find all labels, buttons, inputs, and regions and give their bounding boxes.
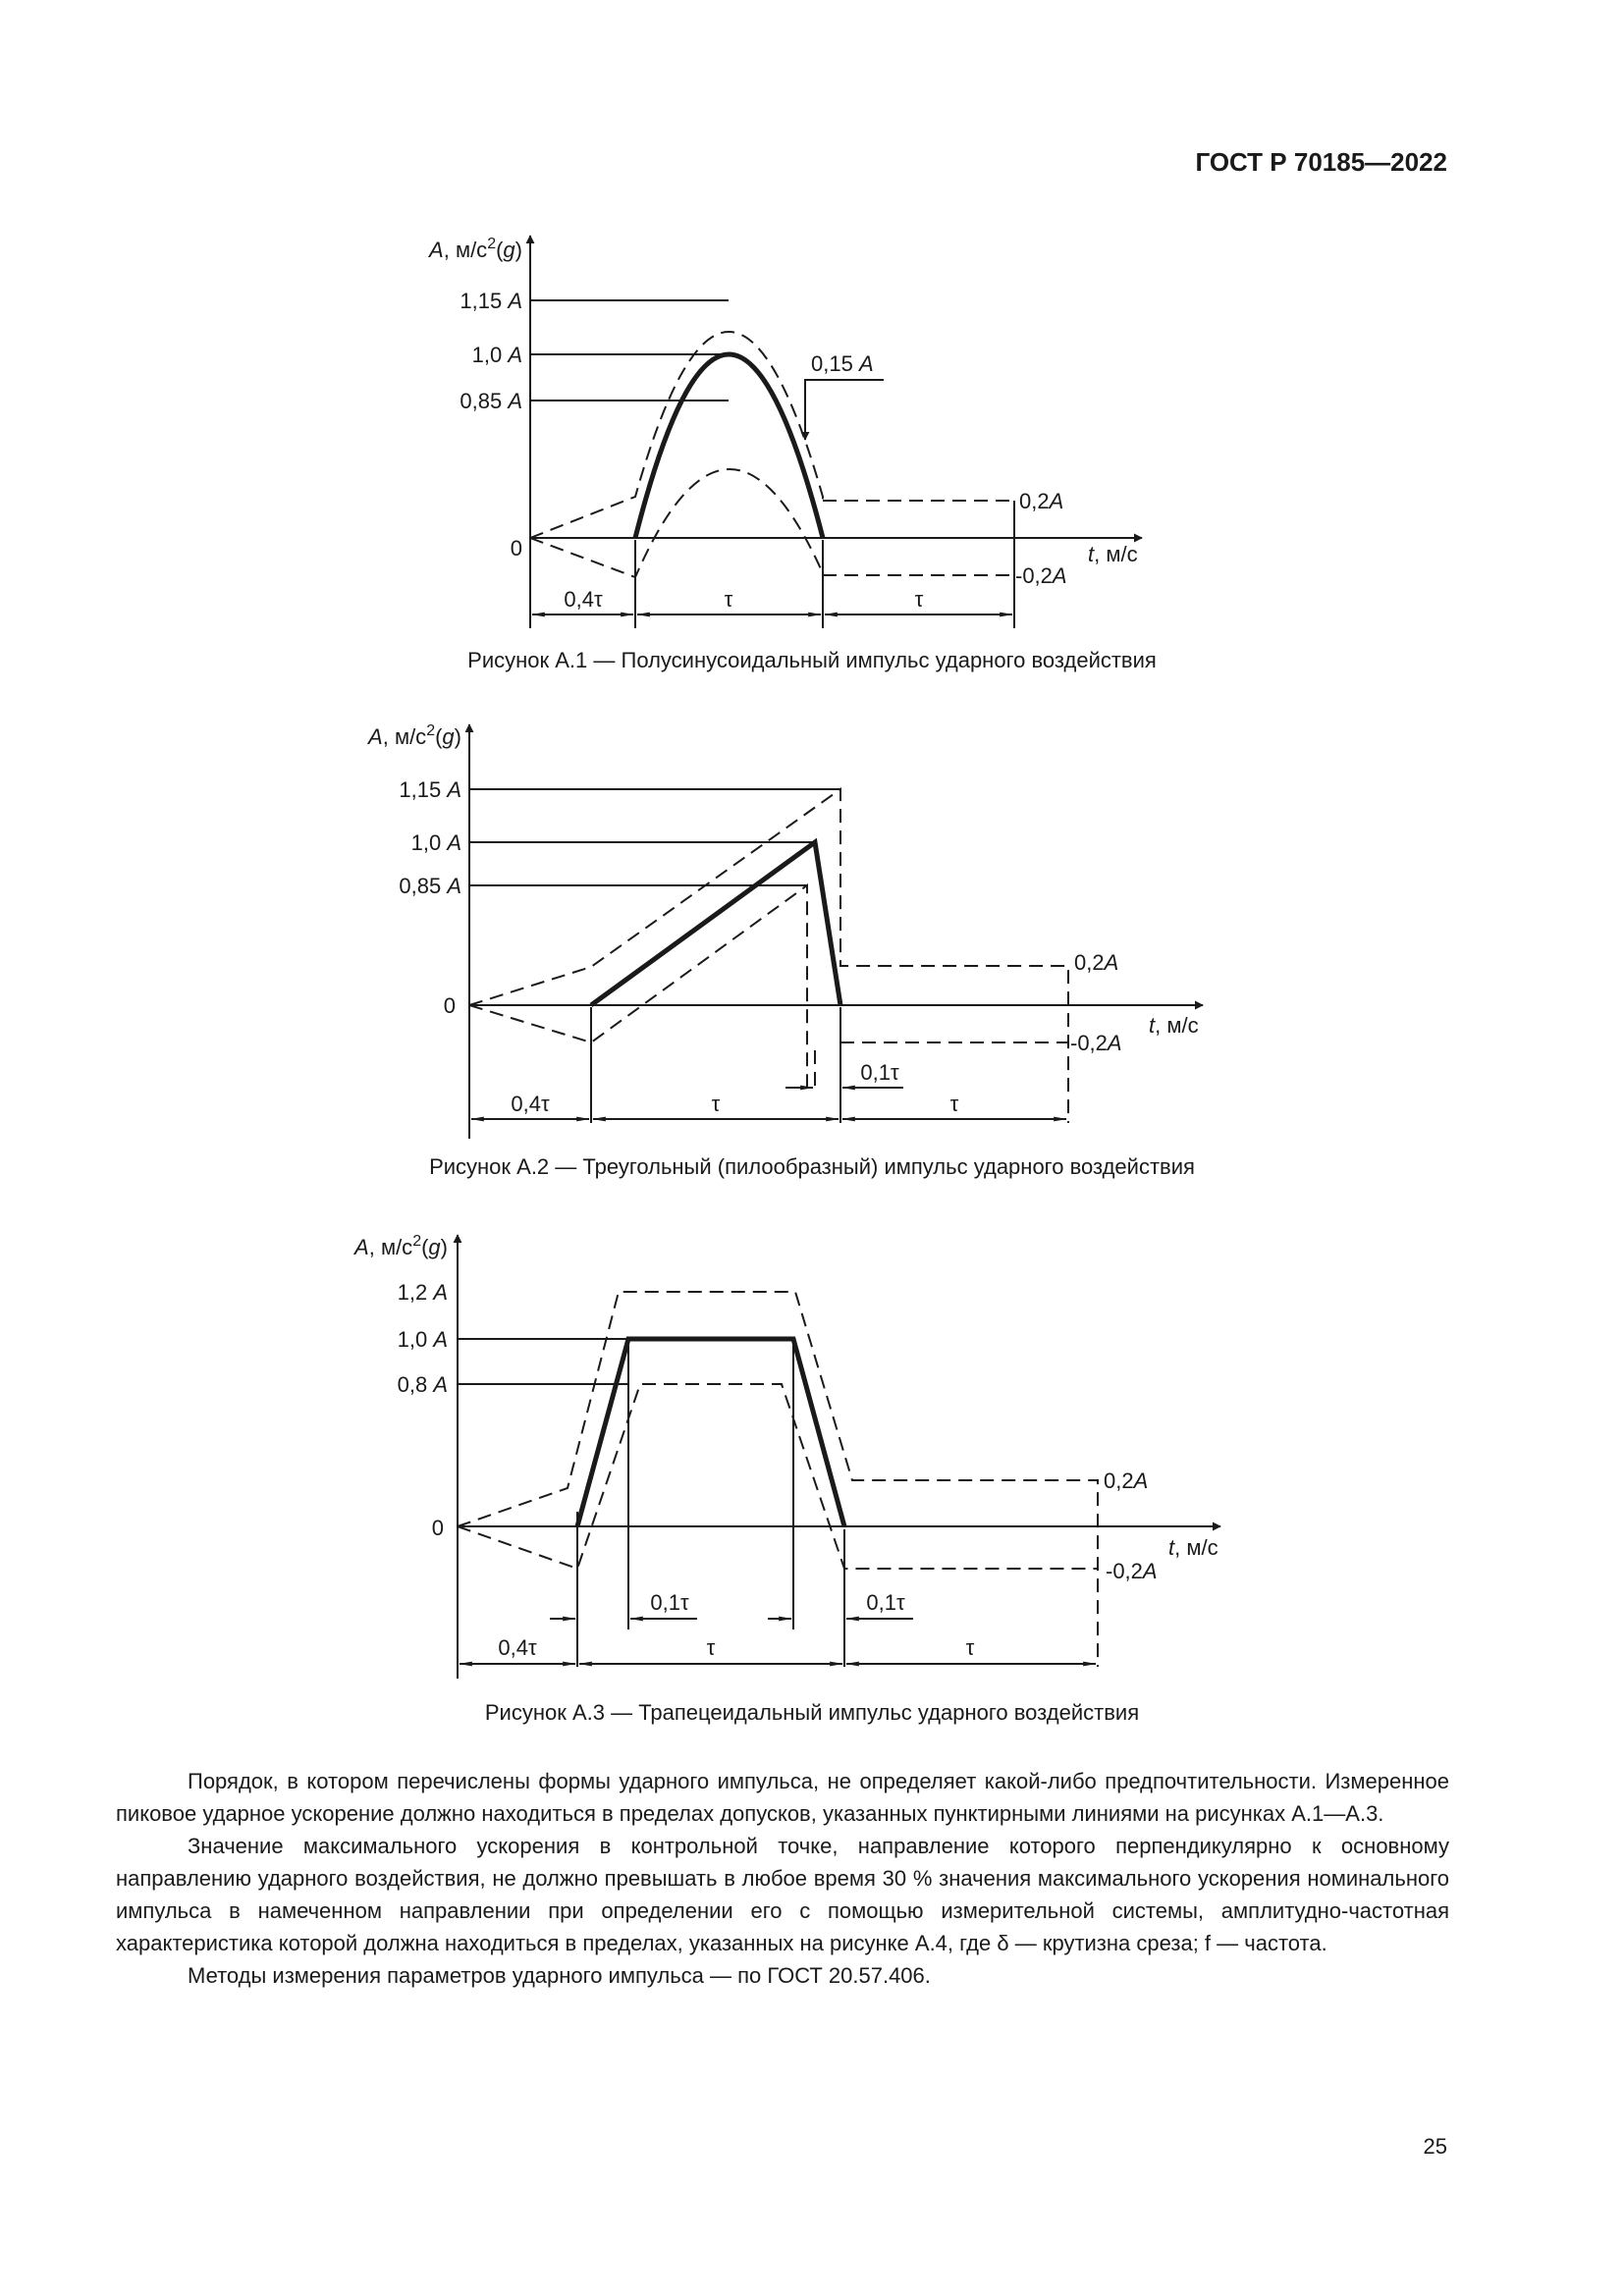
paragraph: Значение максимального ускорения в контрольной точке, направление которого перпендикулярно к основному направлению ударного воздействия, не должно превышать в любое время 30 % значения максимального ускорения номинального импульса в намеченном направлении при определении его с помощью измерительной системы, амплитудно-частотная характеристика которой должна находиться в пределах, указанных на рисунке А.4, где δ — крутизна среза; f — частота. xyxy=(116,1834,1449,1955)
figure-a2-caption: Рисунок А.2 — Треугольный (пилообразный) импульс ударного воздействия xyxy=(429,1154,1195,1179)
level-label: 1,2 A xyxy=(397,1280,448,1305)
nominal-pulse xyxy=(635,354,823,538)
body-text xyxy=(116,1765,1449,1992)
level-label: 1,15 A xyxy=(399,777,461,802)
x-axis-label: t, м/с xyxy=(1149,1013,1199,1038)
dim-label: 0,1τ xyxy=(866,1590,905,1615)
level-label: 0,85 A xyxy=(399,874,461,898)
dim-label: 0,4τ xyxy=(511,1092,550,1116)
level-label: 1,0 A xyxy=(397,1327,448,1352)
x-axis-label: t, м/с xyxy=(1088,542,1138,566)
page-number: 25 xyxy=(1423,2134,1447,2159)
x-axis-label: t, м/с xyxy=(1168,1535,1218,1560)
dim-label: τ xyxy=(965,1635,975,1660)
dim-label: 0,1τ xyxy=(860,1060,899,1085)
tolerance-envelope xyxy=(469,789,1068,1123)
callout-label: 0,15 A xyxy=(811,351,874,376)
figure-a3-graphic xyxy=(0,1217,1624,1688)
dim-label: τ xyxy=(914,587,924,612)
level-label: 1,0 A xyxy=(471,343,522,367)
paragraph: Методы измерения параметров ударного импульса — по ГОСТ 20.57.406. xyxy=(188,1963,931,1988)
y-axis-label: A, $м/с^2(g)$ xyxy=(429,236,522,262)
level-label: 1,15 A xyxy=(460,289,522,313)
figure-a2-graphic xyxy=(0,707,1624,1139)
zero-label: 0 xyxy=(431,1516,444,1540)
level-label: 1,0 A xyxy=(410,830,461,855)
dim-label: τ xyxy=(724,587,733,612)
pos-tolerance-label: 0,2A xyxy=(1019,489,1064,513)
dim-label: 0,1τ xyxy=(650,1590,689,1615)
callout-leader xyxy=(805,380,884,440)
neg-tolerance-label: -0,2A xyxy=(1106,1559,1158,1583)
tolerance-envelope xyxy=(458,1292,1098,1667)
dim-label: τ xyxy=(706,1635,716,1660)
pos-tolerance-label: 0,2A xyxy=(1104,1468,1149,1493)
figure-a2 xyxy=(0,707,1624,1139)
paragraph: Порядок, в котором перечислены формы ударного импульса, не определяет какой-либо предпочтительности. Измеренное пиковое ударное ускорение должно находиться в пределах допусков, указанных пунктирными линиями на рисунках А.1—А.3. xyxy=(116,1769,1449,1826)
pos-tolerance-label: 0,2A xyxy=(1074,950,1119,975)
dim-label: 0,4τ xyxy=(564,587,603,612)
dim-label: τ xyxy=(949,1092,959,1116)
zero-label: 0 xyxy=(443,993,456,1018)
figure-a1 xyxy=(0,216,1624,648)
neg-tolerance-label: -0,2A xyxy=(1015,563,1067,588)
figure-a1-caption: Рисунок А.1 — Полусинусоидальный импульс ударного воздействия xyxy=(467,648,1157,672)
figure-a3-caption: Рисунок А.3 — Трапецеидальный импульс ударного воздействия xyxy=(484,1700,1140,1725)
figure-a3 xyxy=(0,1217,1624,1688)
y-axis-label: A, $м/с^2(g)$ xyxy=(368,722,461,749)
tolerance-envelope xyxy=(530,332,1014,577)
dim-label: 0,4τ xyxy=(498,1635,537,1660)
document-id: ГОСТ Р 70185—2022 xyxy=(1195,147,1447,177)
zero-label: 0 xyxy=(510,536,522,561)
figure-a1-graphic xyxy=(0,216,1624,648)
nominal-pulse xyxy=(577,1339,844,1526)
dim-label: τ xyxy=(711,1092,721,1116)
level-label: 0,8 A xyxy=(397,1372,448,1397)
neg-tolerance-label: -0,2A xyxy=(1070,1031,1122,1055)
level-label: 0,85 A xyxy=(460,389,522,413)
y-axis-label: A, $м/с^2(g)$ xyxy=(354,1233,448,1259)
nominal-pulse xyxy=(591,842,840,1005)
